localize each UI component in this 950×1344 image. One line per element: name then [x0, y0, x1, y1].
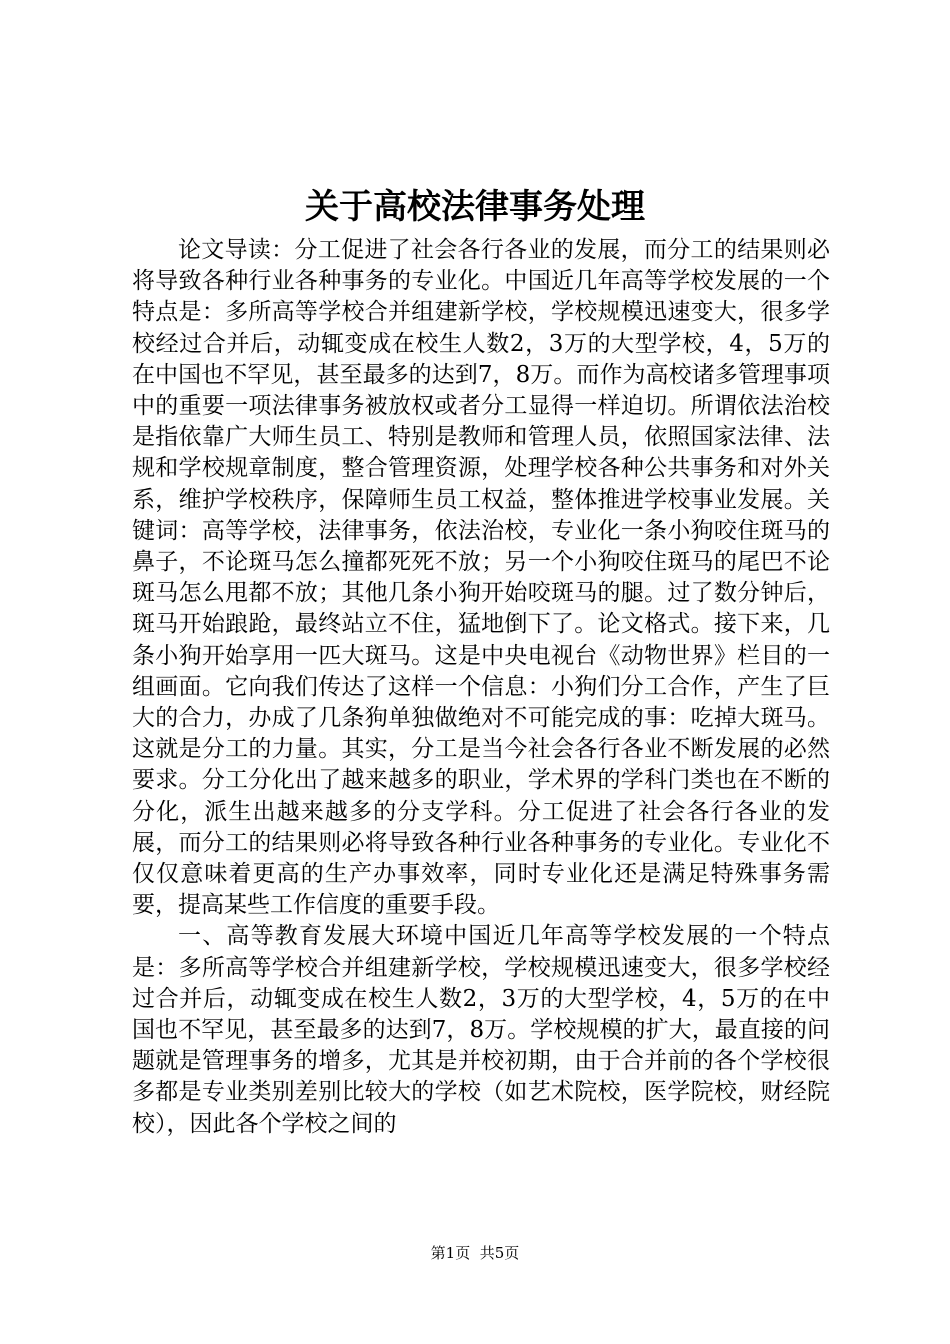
document-body	[132, 235, 830, 1140]
paragraph-abstract: 论文导读：分工促进了社会各行各业的发展，而分工的结果则必将导致各种行业各种事务的专业化。中国近几年高等学校发展的一个特点是：多所高等学校合并组建新学校，学校规模迅速变大，很多学校经过合并后，动辄变成在校生人数2，3万的大型学校，4，5万的在中国也不罕见，甚至最多的达到7，8万。而作为高校诸多管理事项中的重要一项法律事务被放权或者分工显得一样迫切。所谓依法治校是指依靠广大师生员工、特别是教师和管理人员，依照国家法律、法规和学校规章制度，整合管理资源，处理学校各种公共事务和对外关系，维护学校秩序，保障师生员工权益，整体推进学校事业发展。关键词：高等学校，法律事务，依法治校，专业化一条小狗咬住斑马的鼻子，不论斑马怎么撞都死死不放；另一个小狗咬住斑马的尾巴不论斑马怎么甩都不放；其他几条小狗开始咬斑马的腿。过了数分钟后，斑马开始踉跄，最终站立不住，猛地倒下了。论文格式。接下来，几条小狗开始享用一匹大斑马。这是中央电视台《动物世界》栏目的一组画面。它向我们传达了这样一个信息：小狗们分工合作，产生了巨大的合力，办成了几条狗单独做绝对不可能完成的事：吃掉大斑马。这就是分工的力量。其实，分工是当今社会各行各业不断发展的必然要求。分工分化出了越来越多的职业，学术界的学科门类也在不断的分化，派生出越来越多的分支学科。分工促进了社会各行各业的发展，而分工的结果则必将导致各种行业各种事务的专业化。专业化不仅仅意味着更高的生产办事效率，同时专业化还是满足特殊事务需要，提高某些工作信度的重要手段。	[132, 237, 830, 919]
page-number: 第1页	[430, 1244, 471, 1262]
document-title: 关于高校法律事务处理	[305, 187, 645, 227]
page-total: 共5页	[479, 1244, 520, 1262]
page-footer	[0, 1243, 950, 1263]
paragraph-section-one: 一、高等教育发展大环境中国近几年高等学校发展的一个特点是：多所高等学校合并组建新学校，学校规模迅速变大，很多学校经过合并后，动辄变成在校生人数2，3万的大型学校，4，5万的在中国也不罕见，甚至最多的达到7，8万。学校规模的扩大，最直接的问题就是管理事务的增多，尤其是并校初期，由于合并前的各个学校很多都是专业类别差别比较大的学校（如艺术院校，医学院校，财经院校），因此各个学校之间的	[132, 923, 830, 1137]
